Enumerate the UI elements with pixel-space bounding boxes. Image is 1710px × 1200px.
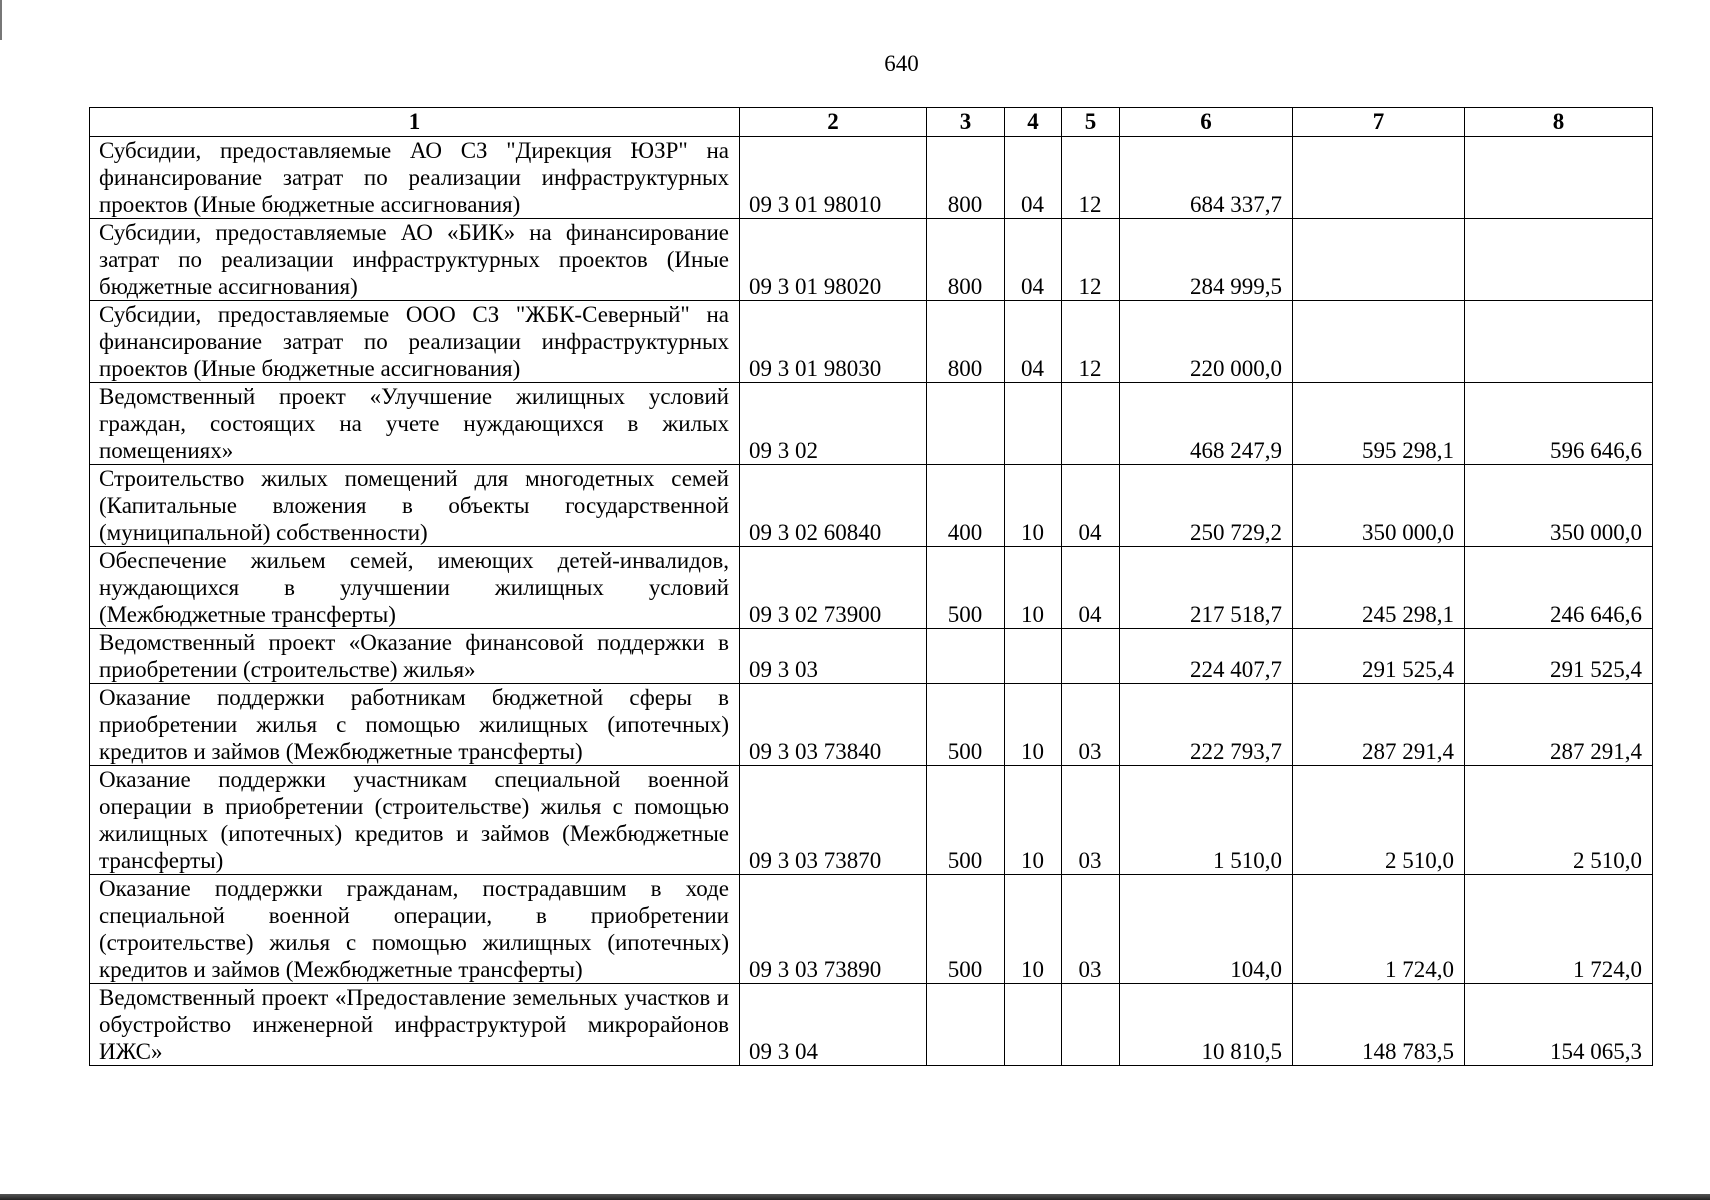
row-amount-8: 596 646,6 [1465,383,1653,465]
row-section: 04 [1005,137,1062,219]
table-row [90,766,1653,875]
table-row [90,301,1653,383]
scan-edge-left [0,0,2,40]
row-amount-7: 350 000,0 [1293,465,1465,547]
table-row [90,547,1653,629]
row-name: Ведомственный проект «Оказание финансовой поддержки в приобретении (строительстве) жилья» [90,629,740,684]
row-section: 10 [1005,465,1062,547]
row-expense-type [927,629,1005,684]
row-amount-7 [1293,137,1465,219]
row-expense-type: 400 [927,465,1005,547]
row-expense-type: 800 [927,301,1005,383]
row-section [1005,629,1062,684]
row-code: 09 3 02 73900 [740,547,927,629]
column-header: 2 [740,108,927,137]
row-subsection: 12 [1062,137,1120,219]
row-amount-6: 220 000,0 [1120,301,1293,383]
row-amount-6: 104,0 [1120,875,1293,984]
column-header: 3 [927,108,1005,137]
row-amount-7: 2 510,0 [1293,766,1465,875]
row-code: 09 3 03 73870 [740,766,927,875]
row-name: Субсидии, предоставляемые ООО СЗ "ЖБК-Северный" на финансирование затрат по реализации инфраструктурных проектов (Иные бюджетные ассигнования) [90,301,740,383]
row-expense-type: 800 [927,219,1005,301]
row-amount-6: 684 337,7 [1120,137,1293,219]
scan-edge-bottom [0,1194,1710,1200]
row-amount-6: 10 810,5 [1120,984,1293,1066]
table-row [90,629,1653,684]
row-code: 09 3 01 98030 [740,301,927,383]
row-name: Ведомственный проект «Улучшение жилищных условий граждан, состоящих на учете нуждающихся в жилых помещениях» [90,383,740,465]
table-row [90,875,1653,984]
row-expense-type: 500 [927,766,1005,875]
column-header: 7 [1293,108,1465,137]
row-subsection [1062,629,1120,684]
row-amount-7: 595 298,1 [1293,383,1465,465]
row-amount-6: 224 407,7 [1120,629,1293,684]
row-subsection: 03 [1062,875,1120,984]
column-header: 1 [90,108,740,137]
row-amount-6: 468 247,9 [1120,383,1293,465]
row-code: 09 3 04 [740,984,927,1066]
row-amount-7: 245 298,1 [1293,547,1465,629]
row-code: 09 3 03 [740,629,927,684]
page-number: 640 [884,51,919,76]
row-name: Обеспечение жильем семей, имеющих детей-инвалидов, нуждающихся в улучшении жилищных условий (Межбюджетные трансферты) [90,547,740,629]
row-amount-6: 250 729,2 [1120,465,1293,547]
row-section: 10 [1005,875,1062,984]
row-section [1005,383,1062,465]
column-header: 6 [1120,108,1293,137]
row-code: 09 3 01 98020 [740,219,927,301]
row-expense-type: 800 [927,137,1005,219]
row-amount-7: 287 291,4 [1293,684,1465,766]
row-amount-8: 1 724,0 [1465,875,1653,984]
row-subsection: 12 [1062,301,1120,383]
row-section: 10 [1005,684,1062,766]
row-name: Ведомственный проект «Предоставление земельных участков и обустройство инженерной инфраструктурой микрорайонов ИЖС» [90,984,740,1066]
row-section: 10 [1005,766,1062,875]
row-amount-8 [1465,137,1653,219]
row-section: 04 [1005,219,1062,301]
row-amount-6: 1 510,0 [1120,766,1293,875]
table-header-row [90,108,1653,137]
row-amount-8: 246 646,6 [1465,547,1653,629]
row-name: Оказание поддержки гражданам, пострадавшим в ходе специальной военной операции, в приобретении (строительстве) жилья с помощью жилищных (ипотечных) кредитов и займов (Межбюджетные трансферты) [90,875,740,984]
row-code: 09 3 02 [740,383,927,465]
row-amount-7: 1 724,0 [1293,875,1465,984]
budget-table-container [89,107,1652,1066]
row-expense-type [927,383,1005,465]
row-section: 04 [1005,301,1062,383]
row-amount-6: 222 793,7 [1120,684,1293,766]
row-subsection: 12 [1062,219,1120,301]
row-amount-8: 2 510,0 [1465,766,1653,875]
row-amount-8 [1465,301,1653,383]
row-amount-8 [1465,219,1653,301]
column-header: 5 [1062,108,1120,137]
row-section: 10 [1005,547,1062,629]
row-code: 09 3 01 98010 [740,137,927,219]
row-amount-8: 291 525,4 [1465,629,1653,684]
row-expense-type: 500 [927,547,1005,629]
row-amount-8: 350 000,0 [1465,465,1653,547]
row-amount-6: 284 999,5 [1120,219,1293,301]
row-amount-7 [1293,301,1465,383]
row-name: Строительство жилых помещений для многодетных семей (Капитальные вложения в объекты государственной (муниципальной) собственности) [90,465,740,547]
row-subsection: 03 [1062,684,1120,766]
column-header: 8 [1465,108,1653,137]
row-expense-type [927,984,1005,1066]
row-expense-type: 500 [927,875,1005,984]
table-row [90,465,1653,547]
row-code: 09 3 03 73890 [740,875,927,984]
row-subsection [1062,383,1120,465]
row-amount-7: 148 783,5 [1293,984,1465,1066]
row-subsection [1062,984,1120,1066]
table-row [90,984,1653,1066]
column-header: 4 [1005,108,1062,137]
table-row [90,219,1653,301]
table-row [90,383,1653,465]
row-name: Оказание поддержки участникам специальной военной операции в приобретении (строительстве) жилья с помощью жилищных (ипотечных) кредитов и займов (Межбюджетные трансферты) [90,766,740,875]
row-amount-7: 291 525,4 [1293,629,1465,684]
table-row [90,684,1653,766]
row-code: 09 3 03 73840 [740,684,927,766]
row-amount-8: 287 291,4 [1465,684,1653,766]
row-expense-type: 500 [927,684,1005,766]
table-row [90,137,1653,219]
row-name: Субсидии, предоставляемые АО «БИК» на финансирование затрат по реализации инфраструктурных проектов (Иные бюджетные ассигнования) [90,219,740,301]
row-subsection: 04 [1062,547,1120,629]
row-subsection: 04 [1062,465,1120,547]
row-section [1005,984,1062,1066]
budget-table [89,107,1653,1066]
row-code: 09 3 02 60840 [740,465,927,547]
row-amount-6: 217 518,7 [1120,547,1293,629]
row-subsection: 03 [1062,766,1120,875]
row-amount-8: 154 065,3 [1465,984,1653,1066]
row-name: Субсидии, предоставляемые АО СЗ "Дирекция ЮЗР" на финансирование затрат по реализации инфраструктурных проектов (Иные бюджетные ассигнования) [90,137,740,219]
row-name: Оказание поддержки работникам бюджетной сферы в приобретении жилья с помощью жилищных (ипотечных) кредитов и займов (Межбюджетные трансферты) [90,684,740,766]
row-amount-7 [1293,219,1465,301]
